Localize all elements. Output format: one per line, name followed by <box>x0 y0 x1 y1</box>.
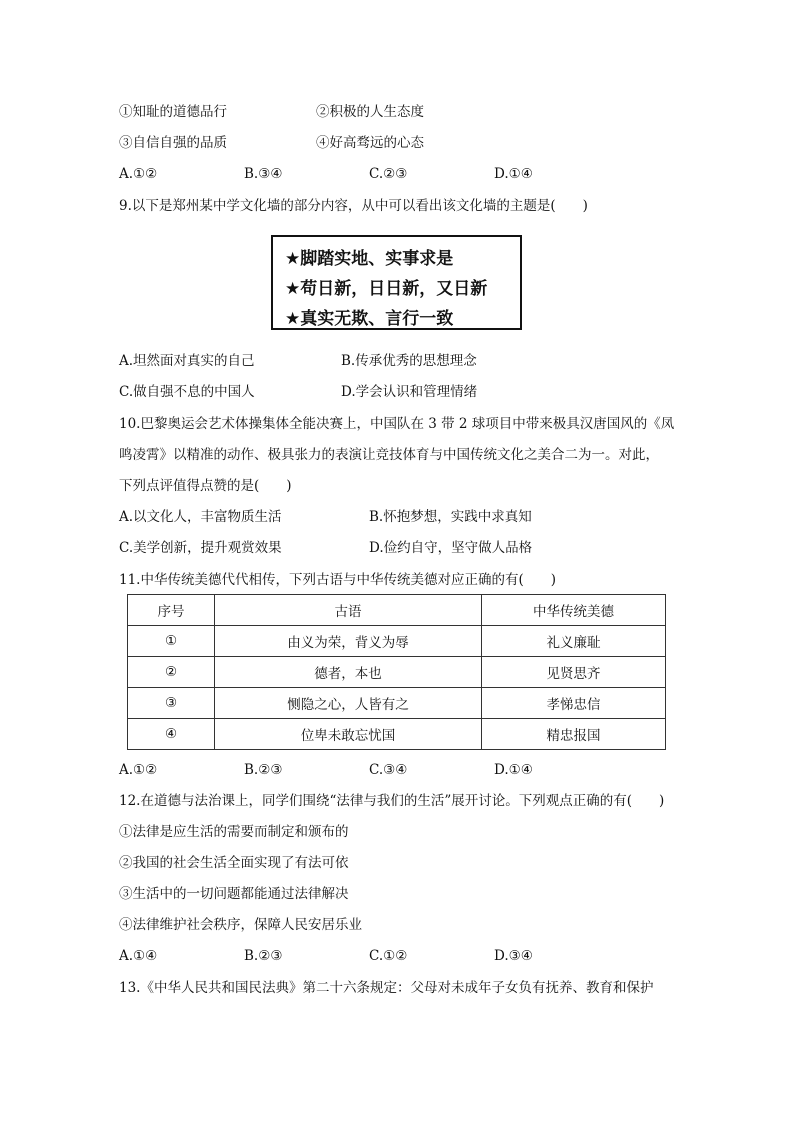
q10-option-b: B.怀抱梦想，实践中求真知 <box>369 509 532 525</box>
q8-option-d: D.①④ <box>494 166 533 182</box>
q10-option-c: C.美学创新，提升观赏效果 <box>119 540 282 556</box>
table-cell: ③ <box>128 688 215 719</box>
q9-option-b: B.传承优秀的思想理念 <box>341 353 477 369</box>
table-header-cell: 序号 <box>128 595 215 626</box>
q9-option-c: C.做自强不息的中国人 <box>119 384 255 400</box>
table-cell: 精忠报国 <box>482 719 666 750</box>
table-cell: 由义为荣，背义为辱 <box>215 626 482 657</box>
table-row <box>128 626 666 657</box>
motto-line-1: ★脚踏实地、实事求是 <box>285 249 454 269</box>
q9-option-d: D.学会认识和管理情绪 <box>341 384 478 400</box>
q12-option-b: B.②③ <box>244 948 283 964</box>
table-cell: 礼义廉耻 <box>482 626 666 657</box>
table-cell: 德者，本也 <box>215 657 482 688</box>
q11-option-a: A.①② <box>119 762 158 778</box>
q8-statement-4: ④好高骛远的心态 <box>316 135 424 151</box>
table-cell: ② <box>128 657 215 688</box>
table-cell: ① <box>128 626 215 657</box>
q12-statement-1: ①法律是应生活的需要而制定和颁布的 <box>119 824 349 840</box>
table-cell: 见贤思齐 <box>482 657 666 688</box>
q11-stem: 11.中华传统美德代代相传，下列古语与中华传统美德对应正确的有( ) <box>119 572 557 588</box>
q10-option-d: D.俭约自守，坚守做人品格 <box>369 540 533 556</box>
q12-statement-4: ④法律维护社会秩序，保障人民安居乐业 <box>119 917 362 933</box>
table-header-cell: 古语 <box>215 595 482 626</box>
table-header-cell: 中华传统美德 <box>482 595 666 626</box>
q11-option-b: B.②③ <box>244 762 283 778</box>
q12-option-a: A.①④ <box>119 948 158 964</box>
table-cell: ④ <box>128 719 215 750</box>
q8-option-b: B.③④ <box>244 166 283 182</box>
q12-stem: 12.在道德与法治课上，同学们围绕“法律与我们的生活”展开讨论。下列观点正确的有( ) <box>119 793 665 809</box>
q8-option-c: C.②③ <box>369 166 408 182</box>
q11-option-d: D.①④ <box>494 762 533 778</box>
q12-option-c: C.①② <box>369 948 408 964</box>
q13-stem: 13.《中华人民共和国民法典》第二十六条规定：父母对未成年子女负有抚养、教育和保护 <box>119 980 654 996</box>
q12-option-d: D.③④ <box>494 948 533 964</box>
table-cell: 恻隐之心，人皆有之 <box>215 688 482 719</box>
q12-statement-3: ③生活中的一切问题都能通过法律解决 <box>119 886 349 902</box>
motto-line-3: ★真实无欺、言行一致 <box>285 309 454 329</box>
q10-option-a: A.以文化人，丰富物质生活 <box>119 509 282 525</box>
q10-stem-line-1: 10.巴黎奥运会艺术体操集体全能决赛上，中国队在 3 带 2 球项目中带来极具汉唐国风的《凤 <box>119 416 675 432</box>
culture-wall-box <box>271 235 522 330</box>
table-cell: 位卑未敢忘忧国 <box>215 719 482 750</box>
table-row <box>128 719 666 750</box>
q8-statement-3: ③自信自强的品质 <box>119 135 227 151</box>
q9-option-a: A.坦然面对真实的自己 <box>119 353 255 369</box>
q8-statement-1: ①知耻的道德品行 <box>119 104 227 120</box>
q12-statement-2: ②我国的社会生活全面实现了有法可依 <box>119 855 349 871</box>
table-row <box>128 657 666 688</box>
table-row <box>128 688 666 719</box>
q11-option-c: C.③④ <box>369 762 408 778</box>
table-header-row <box>128 595 666 626</box>
q8-statement-2: ②积极的人生态度 <box>316 104 424 120</box>
table-cell: 孝悌忠信 <box>482 688 666 719</box>
q8-option-a: A.①② <box>119 166 158 182</box>
q10-stem-line-3: 下列点评值得点赞的是( ) <box>119 478 292 494</box>
q10-stem-line-2: 鸣凌霄》以精准的动作、极具张力的表演让竞技体育与中国传统文化之美合二为一。对此， <box>119 447 659 463</box>
motto-line-2: ★苟日新，日日新，又日新 <box>285 279 488 299</box>
virtue-table <box>127 594 666 750</box>
q9-stem: 9.以下是郑州某中学文化墙的部分内容，从中可以看出该文化墙的主题是( ) <box>119 198 588 214</box>
